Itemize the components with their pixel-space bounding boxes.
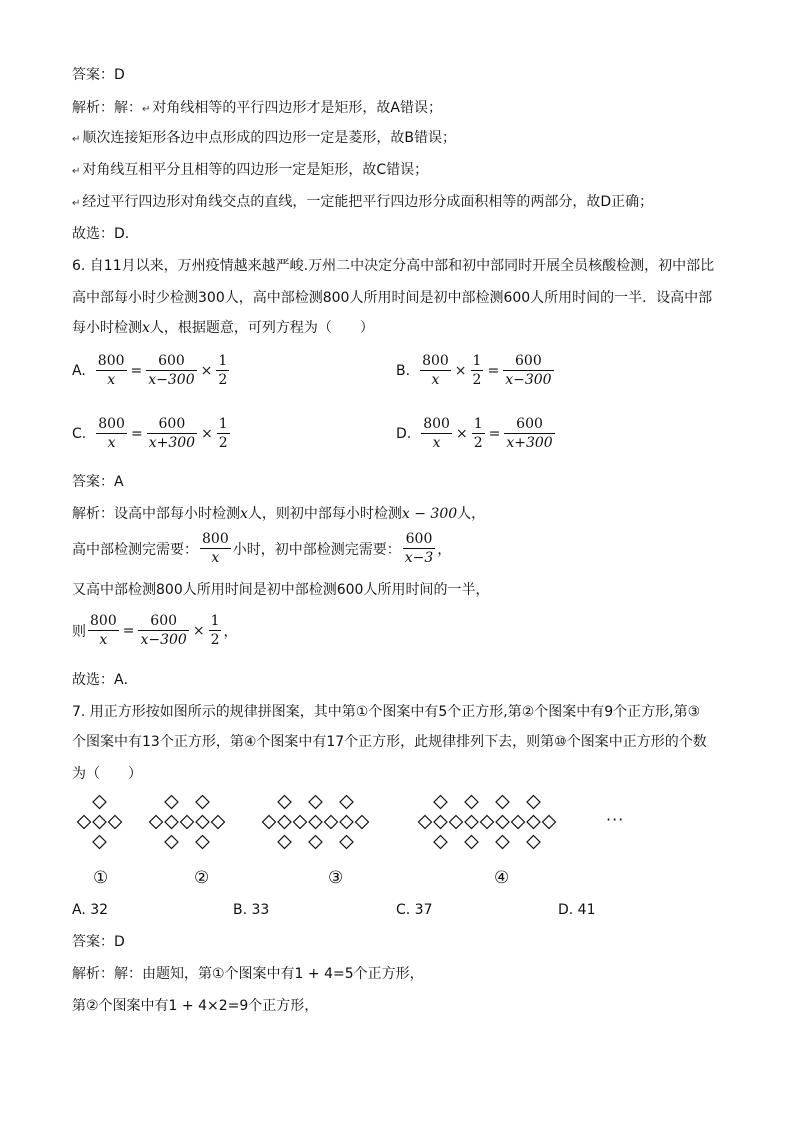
pattern-square-diamond bbox=[93, 796, 106, 809]
q7-analysis-line2: 第②个图案中有1 + 4×2=9个正方形， bbox=[72, 998, 319, 1014]
pattern-square-diamond bbox=[496, 796, 509, 809]
pattern-square-diamond bbox=[278, 836, 291, 849]
pattern-square-diamond bbox=[465, 796, 478, 809]
pattern-square-diamond bbox=[527, 816, 540, 829]
pattern-square-diamond bbox=[543, 816, 556, 829]
pattern-square-diamond bbox=[78, 816, 91, 829]
return-mark-icon: ↵ bbox=[142, 104, 151, 115]
q6-analysis-line2: 高中部检测完需要： $\frac{800}{x}$ 小时，初中部检测完需要： $\frac{600}{x-3}$ ， bbox=[72, 531, 452, 566]
q7-option-a[interactable]: A. 32 bbox=[72, 902, 109, 918]
q6-stem-line3: 每小时检测x人，根据题意，可列方程为（ ） bbox=[72, 320, 374, 336]
pattern-square-diamond bbox=[465, 836, 478, 849]
return-mark-icon: ↵ bbox=[72, 134, 81, 145]
pattern-square-diamond bbox=[196, 796, 209, 809]
pattern-square-diamond bbox=[150, 816, 163, 829]
q6-stem-line2: 高中部每小时少检测300人，高中部检测800人所用时间是初中部检测600人所用时间的一半．设高中部 bbox=[72, 290, 713, 306]
q5-analysis-d: ↵ 经过平行四边形对角线交点的直线，一定能把平行四边形分成面积相等的两部分，故D正确； bbox=[72, 194, 654, 210]
q6-option-c[interactable]: C. $\frac{800}{x}$ = $\frac{600}{x+300}$ × $\frac{1}{2}$ bbox=[72, 416, 228, 451]
pattern-square-diamond bbox=[481, 816, 494, 829]
q7-stem-line2: 个图案中有13个正方形，第④个图案中有17个正方形，此规律排列下去，则第⑩个图案中正方形的个数 bbox=[72, 734, 707, 750]
q5-analysis-a: 解析：解：↵ 对角线相等的平行四边形才是矩形，故A错误； bbox=[72, 100, 442, 116]
q6-option-d[interactable]: D. $\frac{800}{x}$ × $\frac{1}{2}$ = $\frac{600}{x+300}$ bbox=[396, 416, 553, 451]
q5-choose: 故选：D． bbox=[72, 226, 139, 242]
pattern-square-diamond bbox=[165, 796, 178, 809]
q6-analysis-line1: 解析：设高中部每小时检测x人，则初中部每小时检测x − 300人， bbox=[72, 506, 486, 522]
q7-ellipsis: ··· bbox=[606, 810, 625, 829]
q6-answer: 答案：A bbox=[72, 474, 124, 490]
pattern-square-diamond bbox=[196, 836, 209, 849]
pattern-square-diamond bbox=[109, 816, 122, 829]
pattern-square-diamond bbox=[465, 816, 478, 829]
q7-option-c[interactable]: C. 37 bbox=[396, 902, 433, 918]
pattern-square-diamond bbox=[278, 796, 291, 809]
pattern-square-diamond bbox=[450, 816, 463, 829]
pattern-square-diamond bbox=[278, 816, 291, 829]
figure-label-3: ③ bbox=[328, 868, 344, 888]
return-mark-icon: ↵ bbox=[72, 166, 81, 177]
pattern-square-diamond bbox=[325, 816, 338, 829]
pattern-square-diamond bbox=[356, 816, 369, 829]
pattern-square-diamond bbox=[309, 836, 322, 849]
pattern-square-diamond bbox=[512, 816, 525, 829]
pattern-square-diamond bbox=[340, 796, 353, 809]
pattern-square-diamond bbox=[527, 836, 540, 849]
q6-stem-line1: 6. 自11月以来，万州疫情越来越严峻.万州二中决定分高中部和初中部同时开展全员核酸检测，初中部比 bbox=[72, 258, 715, 274]
q7-answer: 答案：D bbox=[72, 934, 125, 950]
pattern-square-diamond bbox=[294, 816, 307, 829]
pattern-square-diamond bbox=[340, 836, 353, 849]
pattern-square-diamond bbox=[181, 816, 194, 829]
q7-stem-line1: 7. 用正方形按如图所示的规律拼图案，其中第①个图案中有5个正方形,第②个图案中有9个正方形,第③ bbox=[72, 704, 701, 720]
pattern-square-diamond bbox=[527, 796, 540, 809]
pattern-square-diamond bbox=[309, 796, 322, 809]
pattern-square-diamond bbox=[434, 816, 447, 829]
pattern-square-diamond bbox=[93, 816, 106, 829]
q5-analysis-b: ↵ 顺次连接矩形各边中点形成的四边形一定是菱形，故B错误； bbox=[72, 130, 456, 146]
q6-analysis-line4: 则 $\frac{800}{x}$ = $\frac{600}{x-300}$ × $\frac{1}{2}$ ， bbox=[72, 613, 238, 648]
q7-option-d[interactable]: D. 41 bbox=[558, 902, 596, 918]
q6-option-a[interactable]: A. $\frac{800}{x}$ = $\frac{600}{x-300}$ × $\frac{1}{2}$ bbox=[72, 353, 228, 388]
figure-label-1: ① bbox=[93, 868, 109, 888]
q7-option-b[interactable]: B. 33 bbox=[233, 902, 270, 918]
q7-analysis-line1: 解析：解：由题知，第①个图案中有1 + 4=5个正方形， bbox=[72, 966, 424, 982]
pattern-square-diamond bbox=[196, 816, 209, 829]
pattern-square-diamond bbox=[434, 796, 447, 809]
pattern-square-diamond bbox=[340, 816, 353, 829]
return-mark-icon: ↵ bbox=[72, 198, 81, 209]
q5-answer: 答案：D bbox=[72, 67, 125, 83]
q6-option-b[interactable]: B. $\frac{800}{x}$ × $\frac{1}{2}$ = $\frac{600}{x-300}$ bbox=[396, 353, 552, 388]
figure-label-4: ④ bbox=[494, 868, 510, 888]
q6-analysis-line3: 又高中部检测800人所用时间是初中部检测600人所用时间的一半， bbox=[72, 582, 490, 598]
pattern-square-diamond bbox=[434, 836, 447, 849]
pattern-square-diamond bbox=[496, 836, 509, 849]
q5-analysis-c: ↵ 对角线互相平分且相等的四边形一定是矩形，故C错误； bbox=[72, 162, 429, 178]
pattern-square-diamond bbox=[496, 816, 509, 829]
pattern-square-diamond bbox=[165, 816, 178, 829]
pattern-square-diamond bbox=[309, 816, 322, 829]
pattern-square-diamond bbox=[93, 836, 106, 849]
pattern-square-diamond bbox=[165, 836, 178, 849]
q7-stem-line3: 为（ ） bbox=[72, 766, 142, 782]
pattern-square-diamond bbox=[212, 816, 225, 829]
q6-choose: 故选：A． bbox=[72, 672, 138, 688]
pattern-square-diamond bbox=[263, 816, 276, 829]
pattern-square-diamond bbox=[419, 816, 432, 829]
figure-label-2: ② bbox=[194, 868, 210, 888]
